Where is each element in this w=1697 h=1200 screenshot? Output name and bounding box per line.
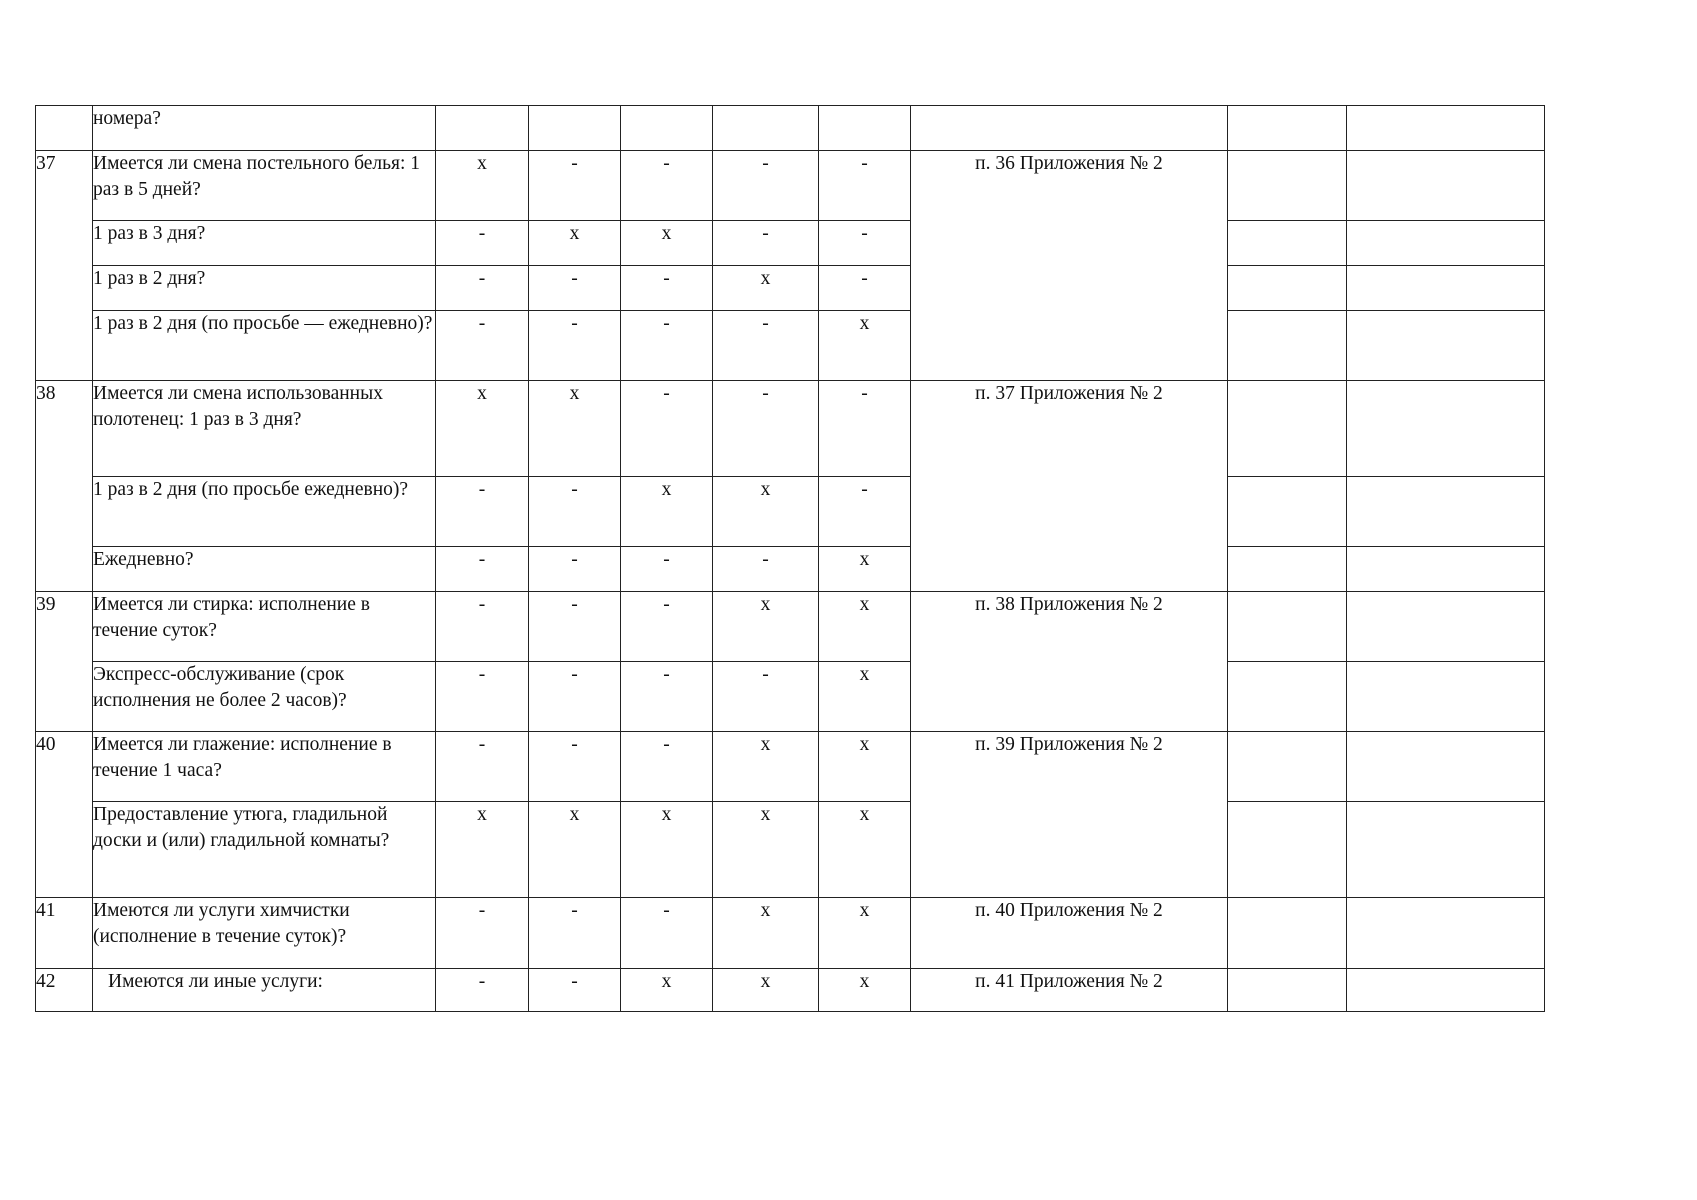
question-cell: Имеются ли услуги химчистки (исполнение в течение суток)?: [93, 898, 436, 969]
blank-cell: [1228, 106, 1347, 151]
mark-cell: -: [819, 266, 911, 311]
question-cell: Предоставление утюга, гладильной доски и (или) гладильной комнаты?: [93, 802, 436, 898]
mark-cell: х: [713, 592, 819, 662]
blank-cell: [1347, 732, 1545, 802]
question-cell: Имеются ли иные услуги:: [93, 969, 436, 1012]
mark-cell: х: [713, 802, 819, 898]
blank-cell: [1228, 381, 1347, 477]
mark-cell: -: [819, 221, 911, 266]
mark-cell: х: [713, 266, 819, 311]
question-cell: Имеется ли смена использованных полотенец: 1 раз в 3 дня?: [93, 381, 436, 477]
reference-cell: п. 36 Приложения № 2: [911, 151, 1228, 381]
row-number-cell: 40: [36, 732, 93, 898]
mark-cell: х: [713, 969, 819, 1012]
mark-cell: х: [819, 802, 911, 898]
question-cell: 1 раз в 2 дня (по просьбе ежедневно)?: [93, 477, 436, 547]
mark-cell: -: [621, 266, 713, 311]
mark-cell: -: [529, 311, 621, 381]
mark-cell: х: [529, 381, 621, 477]
blank-cell: [1228, 592, 1347, 662]
mark-cell: х: [436, 151, 529, 221]
question-cell: 1 раз в 2 дня?: [93, 266, 436, 311]
blank-cell: [1347, 547, 1545, 592]
mark-cell: х: [819, 732, 911, 802]
question-cell: Имеется ли глажение: исполнение в течение 1 часа?: [93, 732, 436, 802]
mark-cell: -: [529, 151, 621, 221]
mark-cell: х: [529, 802, 621, 898]
mark-cell: х: [621, 802, 713, 898]
blank-cell: [1228, 221, 1347, 266]
mark-cell: -: [713, 221, 819, 266]
table-row: [36, 732, 1545, 802]
blank-cell: [1228, 311, 1347, 381]
table-row: [36, 547, 1545, 592]
mark-cell: -: [529, 592, 621, 662]
mark-cell: -: [621, 732, 713, 802]
table-row: [36, 381, 1545, 477]
mark-cell: -: [529, 477, 621, 547]
mark-cell: х: [529, 221, 621, 266]
blank-cell: [1347, 898, 1545, 969]
row-number-cell: [36, 106, 93, 151]
mark-cell: -: [713, 381, 819, 477]
mark-cell: х: [819, 969, 911, 1012]
blank-cell: [1228, 547, 1347, 592]
table-row: [36, 802, 1545, 898]
mark-cell: -: [713, 662, 819, 732]
table-row: [36, 151, 1545, 221]
mark-cell: -: [819, 477, 911, 547]
mark-cell: -: [529, 266, 621, 311]
mark-cell: -: [436, 221, 529, 266]
reference-cell: п. 39 Приложения № 2: [911, 732, 1228, 898]
mark-cell: -: [436, 732, 529, 802]
mark-cell: х: [819, 592, 911, 662]
table-row: [36, 969, 1545, 1012]
blank-cell: [1228, 477, 1347, 547]
mark-cell: -: [529, 547, 621, 592]
blank-cell: [1347, 106, 1545, 151]
mark-cell: х: [436, 381, 529, 477]
blank-cell: [1347, 151, 1545, 221]
mark-cell: -: [436, 592, 529, 662]
question-cell: номера?: [93, 106, 436, 151]
blank-cell: [1347, 381, 1545, 477]
blank-cell: [1347, 662, 1545, 732]
mark-cell: х: [819, 662, 911, 732]
mark-cell: -: [436, 266, 529, 311]
mark-cell: -: [621, 662, 713, 732]
question-cell: 1 раз в 2 дня (по просьбе — ежедневно)?: [93, 311, 436, 381]
mark-cell: х: [819, 311, 911, 381]
mark-cell: [529, 106, 621, 151]
question-cell: Имеется ли смена постельного белья: 1 раз в 5 дней?: [93, 151, 436, 221]
mark-cell: -: [713, 311, 819, 381]
blank-cell: [1347, 592, 1545, 662]
blank-cell: [1228, 732, 1347, 802]
table-row: [36, 662, 1545, 732]
blank-cell: [1347, 969, 1545, 1012]
question-cell: Ежедневно?: [93, 547, 436, 592]
mark-cell: -: [621, 592, 713, 662]
blank-cell: [1228, 266, 1347, 311]
mark-cell: х: [713, 898, 819, 969]
blank-cell: [1347, 802, 1545, 898]
table-row: [36, 898, 1545, 969]
mark-cell: -: [713, 151, 819, 221]
reference-cell: п. 37 Приложения № 2: [911, 381, 1228, 592]
mark-cell: -: [713, 547, 819, 592]
reference-cell: [911, 106, 1228, 151]
mark-cell: [713, 106, 819, 151]
blank-cell: [1228, 969, 1347, 1012]
mark-cell: х: [621, 969, 713, 1012]
mark-cell: х: [436, 802, 529, 898]
row-number-cell: 41: [36, 898, 93, 969]
mark-cell: -: [621, 381, 713, 477]
mark-cell: х: [713, 477, 819, 547]
reference-cell: п. 41 Приложения № 2: [911, 969, 1228, 1012]
question-cell: Имеется ли стирка: исполнение в течение суток?: [93, 592, 436, 662]
table-row: [36, 477, 1545, 547]
blank-cell: [1228, 662, 1347, 732]
mark-cell: -: [819, 381, 911, 477]
table-row: [36, 592, 1545, 662]
mark-cell: х: [621, 477, 713, 547]
mark-cell: -: [529, 662, 621, 732]
blank-cell: [1228, 151, 1347, 221]
mark-cell: х: [819, 547, 911, 592]
row-number-cell: 37: [36, 151, 93, 381]
blank-cell: [1347, 477, 1545, 547]
table-row: [36, 221, 1545, 266]
mark-cell: -: [529, 898, 621, 969]
mark-cell: -: [621, 151, 713, 221]
checklist-table: [35, 105, 1545, 1012]
blank-cell: [1228, 898, 1347, 969]
mark-cell: [436, 106, 529, 151]
mark-cell: х: [819, 898, 911, 969]
table-row: [36, 106, 1545, 151]
blank-cell: [1228, 802, 1347, 898]
mark-cell: [621, 106, 713, 151]
table-row: [36, 311, 1545, 381]
row-number-cell: 42: [36, 969, 93, 1012]
mark-cell: -: [621, 547, 713, 592]
mark-cell: -: [436, 311, 529, 381]
mark-cell: -: [819, 151, 911, 221]
mark-cell: х: [713, 732, 819, 802]
blank-cell: [1347, 311, 1545, 381]
question-cell: 1 раз в 3 дня?: [93, 221, 436, 266]
row-number-cell: 38: [36, 381, 93, 592]
blank-cell: [1347, 266, 1545, 311]
mark-cell: -: [436, 898, 529, 969]
mark-cell: х: [621, 221, 713, 266]
reference-cell: п. 38 Приложения № 2: [911, 592, 1228, 732]
mark-cell: -: [529, 969, 621, 1012]
mark-cell: -: [529, 732, 621, 802]
mark-cell: -: [621, 311, 713, 381]
mark-cell: -: [436, 969, 529, 1012]
mark-cell: -: [621, 898, 713, 969]
blank-cell: [1347, 221, 1545, 266]
table-row: [36, 266, 1545, 311]
mark-cell: -: [436, 662, 529, 732]
mark-cell: -: [436, 477, 529, 547]
question-cell: Экспресс-обслуживание (срок исполнения не более 2 часов)?: [93, 662, 436, 732]
mark-cell: -: [436, 547, 529, 592]
row-number-cell: 39: [36, 592, 93, 732]
reference-cell: п. 40 Приложения № 2: [911, 898, 1228, 969]
mark-cell: [819, 106, 911, 151]
